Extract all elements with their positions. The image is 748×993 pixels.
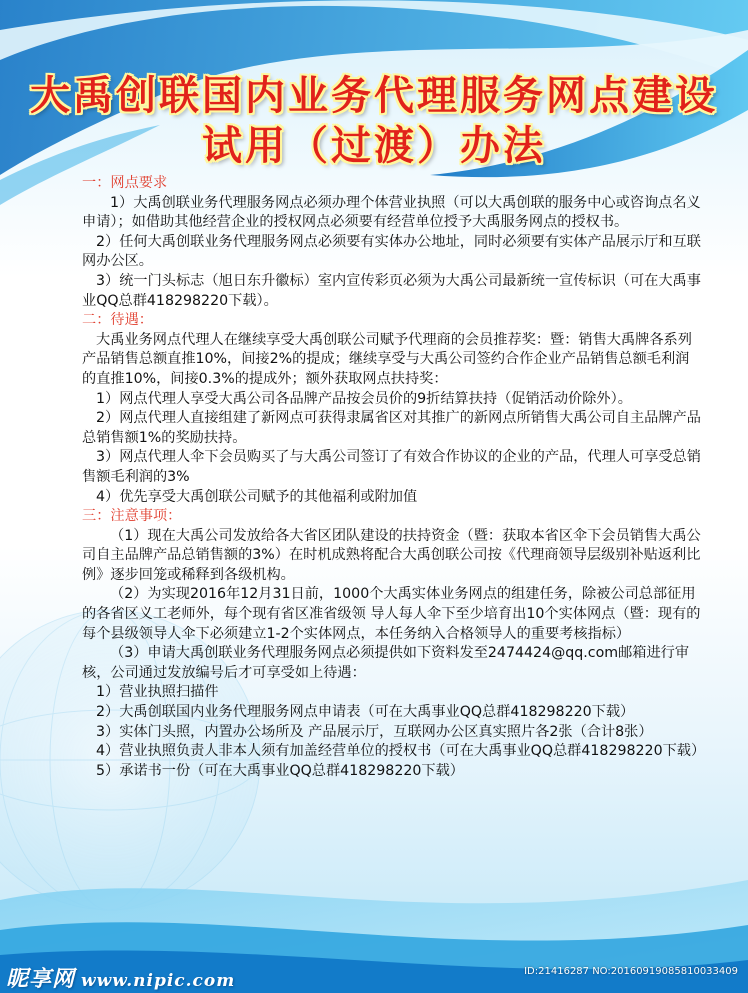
benefit-1: 1）网点代理人享受大禹公司各品牌产品按会员价的9折结算扶持（促销活动价除外）。: [96, 390, 632, 407]
watermark-url: www.nipic.com: [81, 971, 236, 991]
document-body: [82, 174, 706, 781]
benefits-intro: 大禹业务网点代理人在继续享受大禹创联公司赋予代理商的会员推荐奖：暨：销售大禹牌各系列产品销售总额直推10%，间接2%的提成；继续享受与大禹公司签约合作企业产品销售总额毛利润的直推10%，间接0.3%的提成外；额外获取网点扶持奖：: [82, 331, 692, 387]
requirement-1: 1）大禹创联业务代理服务网点必须办理个体营业执照（可以大禹创联的服务中心或咨询点名义申请）；如借助其他经营企业的授权网点必须要有经营单位授予大禹服务网点的授权书。: [82, 194, 701, 231]
note-3: （3）申请大禹创联业务代理服务网点必须提供如下资料发至2474424@qq.com邮箱进行审核，公司通过发放编号后才可享受如上待遇：: [82, 645, 690, 681]
benefit-2: 2）网点代理人直接组建了新网点可获得隶属省区对其推广的新网点所销售大禹公司自主品牌产品总销售额1%的奖励扶持。: [82, 410, 701, 446]
requirement-3: 3）统一门头标志（旭日东升徽标）室内宣传彩页必须为大禹公司最新统一宣传标识（可在大禹事业QQ总群418298220下载）。: [82, 272, 701, 309]
material-5: 5）承诺书一份（可在大禹事业QQ总群418298220下载）: [96, 762, 464, 779]
note-1: （1）现在大禹公司发放给各大省区团队建设的扶持资金（暨：获取本省区伞下会员销售大禹公司自主品牌产品总销售额的3%）在时机成熟将配合大禹创联公司按《代理商领导层级别补贴返利比例》逐步回笼或稀释到各级机构。: [82, 527, 701, 583]
watermark-logo: [6, 962, 235, 993]
section-heading-benefits: 二：待遇：: [82, 312, 153, 329]
material-2: 2）大禹创联国内业务代理服务网点申请表（可在大禹事业QQ总群418298220下载）: [96, 704, 635, 721]
title-line-1: 大禹创联国内业务代理服务网点建设: [30, 72, 718, 119]
section-heading-notes: 三：注意事项：: [82, 508, 182, 525]
benefit-4: 4）优先享受大禹创联公司赋予的其他福利或附加值: [96, 488, 418, 505]
title-line-2: 试用（过渡）办法: [202, 122, 546, 169]
material-1: 1）营业执照扫描件: [96, 684, 219, 701]
material-3: 3）实体门头照，内置办公场所及 产品展示厅，互联网办公区真实照片各2张（合计8张）: [96, 723, 653, 740]
requirement-2: 2）任何大禹创联业务代理服务网点必须要有实体办公地址，同时必须要有实体产品展示厅和互联网办公区。: [82, 233, 701, 270]
section-heading-requirements: 一：网点要求: [82, 175, 168, 191]
material-4: 4）营业执照负责人非本人须有加盖经营单位的授权书（可在大禹事业QQ总群418298220下载）: [96, 743, 706, 760]
image-id-label: ID:21416287 NO:20160919085810033409: [524, 966, 738, 977]
note-2: （2）为实现2016年12月31日前，1000个大禹实体业务网点的组建任务，除被公司总部征用的各省区义工老师外，每个现有省区准省级领 导人每人伞下至少培育出10个实体网点（暨：现有的每个县级领导人伞下必须建立1-2个实体网点，本任务纳入合格领导人的重要考核指标）: [82, 586, 701, 642]
benefit-3: 3）网点代理人伞下会员购买了与大禹公司签订了有效合作协议的企业的产品，代理人可享受总销售额毛利润的3%: [82, 449, 701, 485]
watermark-logo-text: 昵享网: [6, 966, 76, 992]
